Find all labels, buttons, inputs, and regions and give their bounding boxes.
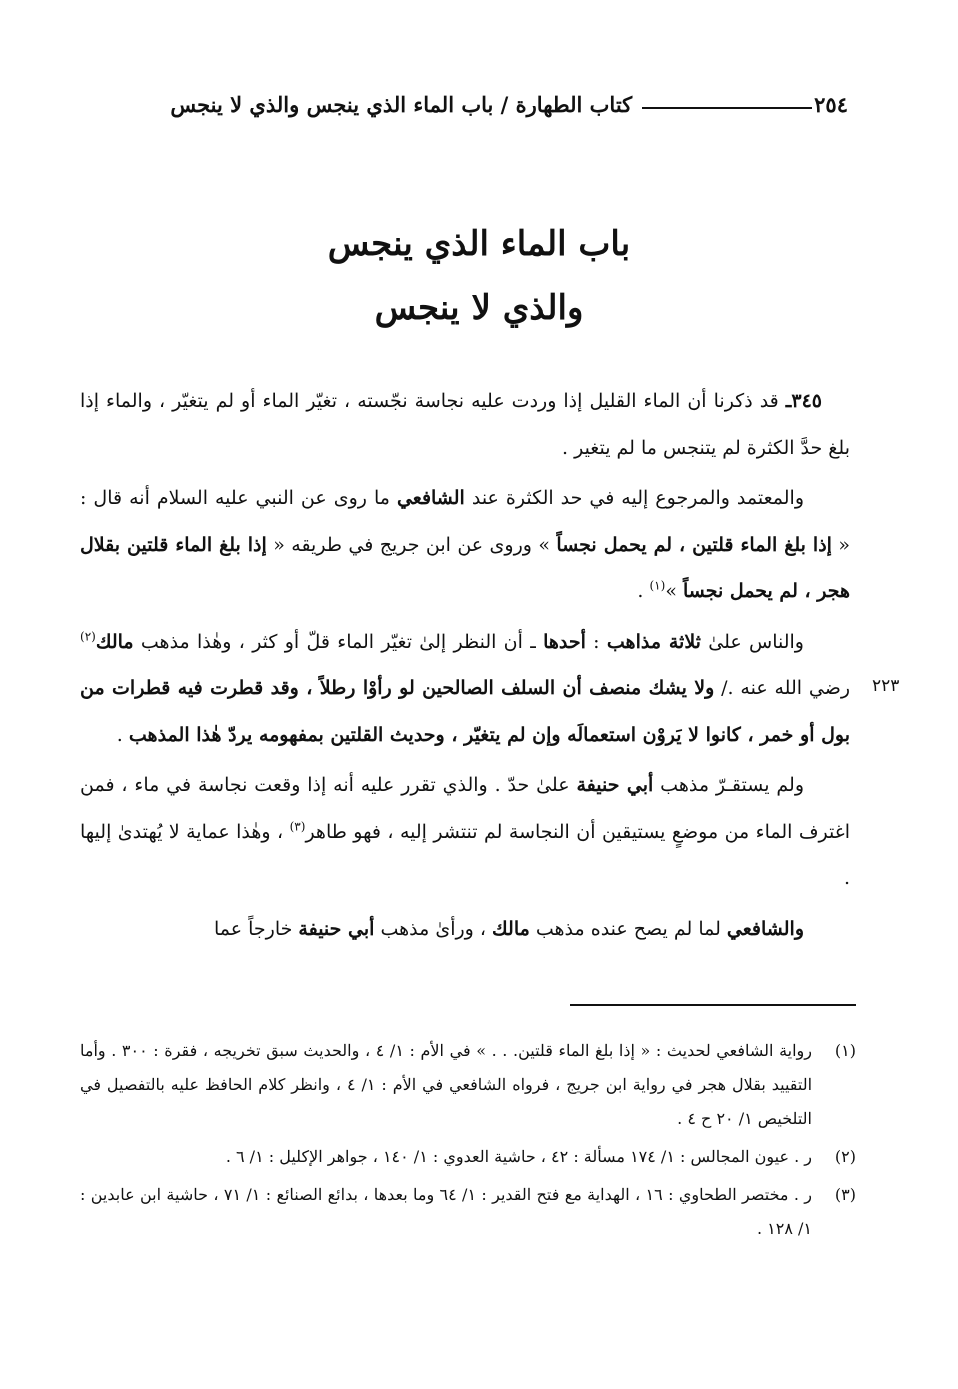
hadith-quote: إذا بلغ الماء قلتين بقلال هجر ، لم يحمل نجساً	[80, 533, 850, 602]
footnote-number: (٣)	[834, 1185, 856, 1204]
text-run: :	[585, 630, 607, 653]
body-text	[80, 378, 850, 956]
paragraph	[80, 619, 850, 759]
text-run: ولم يستقـرّ مذهب	[653, 774, 805, 796]
text-run: .	[116, 723, 129, 746]
chapter-title-line-2: والذي لا ينجس	[374, 288, 584, 328]
bold-run: والشافعي	[726, 917, 804, 940]
footnote-ref-1[interactable]: (١)	[649, 578, 666, 593]
bold-run: ثلاثة مذاهب	[606, 630, 701, 653]
text-run: » وروى عن ابن جريج في طريقه «	[266, 533, 557, 556]
footnote-2	[80, 1140, 856, 1174]
footnote-number: (٢)	[834, 1147, 856, 1166]
bold-run: ولا يشك منصف أن السلف الصالحين لو رأوْا رطلاً ، وقد قطرت فيه قطرات من بول أو خمر ، كانوا لا يَروْن استعمالَه وإن لم يتغيّر ، وحديث القلتين بمفهومه يردّ هٰذا المذهب	[80, 677, 850, 746]
chapter-heading	[80, 212, 878, 340]
header-rule	[642, 107, 812, 109]
text-run: علىٰ حدّ . والذي تقرر عليه أنه إذا وقعت نجاسة في ماء ، فمن اغترف الماء من موضعٍ يستيقين أن النجاسة لم تنتشر إليه ، فهو طاهر	[80, 774, 850, 843]
paragraph-text: قد ذكرنا أن الماء القليل إذا وردت عليه نجاسة نجّسته ، تغيّر الماء أو لم يتغيّر ، والماء إذا بلغ حدَّ الكثرة لم يتنجس ما لم يتغير .	[80, 390, 850, 459]
bold-run: مالك	[492, 917, 530, 940]
paragraph	[80, 906, 850, 953]
text-run: .	[637, 580, 650, 602]
text-run: والمعتمد والمرجوع إليه في حد الكثرة عند	[464, 487, 804, 509]
paragraph	[80, 475, 850, 615]
bold-run: أبي حنيفة	[298, 917, 375, 940]
page-number: ٢٥٤	[814, 91, 848, 117]
footnote-text: رواية الشافعي لحديث : « إذا بلغ الماء قلتين. . . » في الأم : ١/ ٤ ، والحديث سبق تخريجه ، فقرة : ٣٠٠ . وأما التقييد بقلال هجر في رواية ابن جريج ، فرواه الشافعي في الأم : ١/ ٤ ، وانظر كلام الحافظ عليه بالتفصيل في التلخيص ١/ ٢٠ ح ٤ .	[80, 1041, 813, 1128]
footnote-text: ر . مختصر الطحاوي : ١٦ ، الهداية مع فتح القدير : ١/ ٦٤ وما بعدها ، بدائع الصنائع : ١/ ٧١ ، حاشية ابن عابدين : ١/ ١٢٨ .	[80, 1185, 812, 1238]
text-run: رضي الله عنه ./	[714, 677, 851, 699]
running-title: كتاب الطهارة / باب الماء الذي ينجس والذي لا ينجس	[170, 91, 633, 117]
footnote-3	[80, 1178, 856, 1246]
footnotes	[80, 1034, 856, 1250]
footnote-separator	[570, 1004, 856, 1006]
text-run: ما روى عن النبي عليه السلام أنه قال : «	[80, 487, 850, 556]
paragraph-number: ٣٤٥ـ	[785, 390, 822, 412]
chapter-title-line-1: باب الماء الذي ينجس	[327, 224, 631, 264]
text-run: لما لم يصح عنده مذهب	[529, 917, 727, 940]
paragraph	[80, 762, 850, 902]
text-run: ـ أن النظر إلىٰ تغيّر الماء قلّ أو كثر ، وهٰذا مذهب	[133, 630, 544, 653]
text-run: »	[665, 580, 683, 602]
running-header	[80, 84, 848, 124]
footnote-ref-2[interactable]: (٢)	[80, 629, 96, 644]
footnote-1	[80, 1034, 856, 1136]
text-run: ، ورأىٰ مذهب	[374, 917, 493, 940]
footnote-ref-3[interactable]: (٣)	[289, 819, 306, 834]
bold-run: أحدها	[543, 630, 586, 653]
paragraph-345	[80, 378, 850, 471]
bold-run: مالك	[95, 630, 134, 653]
text-run: خارجاً عما	[213, 917, 299, 940]
hadith-quote: إذا بلغ الماء قلتين ، لم يحمل نجساً	[556, 533, 832, 556]
footnote-text: ر . عيون المجالس : ١/ ١٧٤ مسألة : ٤٢ ، حاشية العدوي : ١/ ١٤٠ ، جواهر الإكليل : ١/ ٦ .	[225, 1147, 812, 1166]
margin-page-marker: ٢٢٣	[872, 676, 900, 696]
text-run: والناس علىٰ	[700, 630, 804, 653]
bold-run: الشافعي	[396, 487, 465, 509]
text-run: ، وهٰذا عماية لا يُهتدىٰ إليها .	[80, 820, 850, 889]
footnote-number: (١)	[834, 1041, 856, 1060]
bold-run: أبي حنيفة	[576, 774, 654, 796]
